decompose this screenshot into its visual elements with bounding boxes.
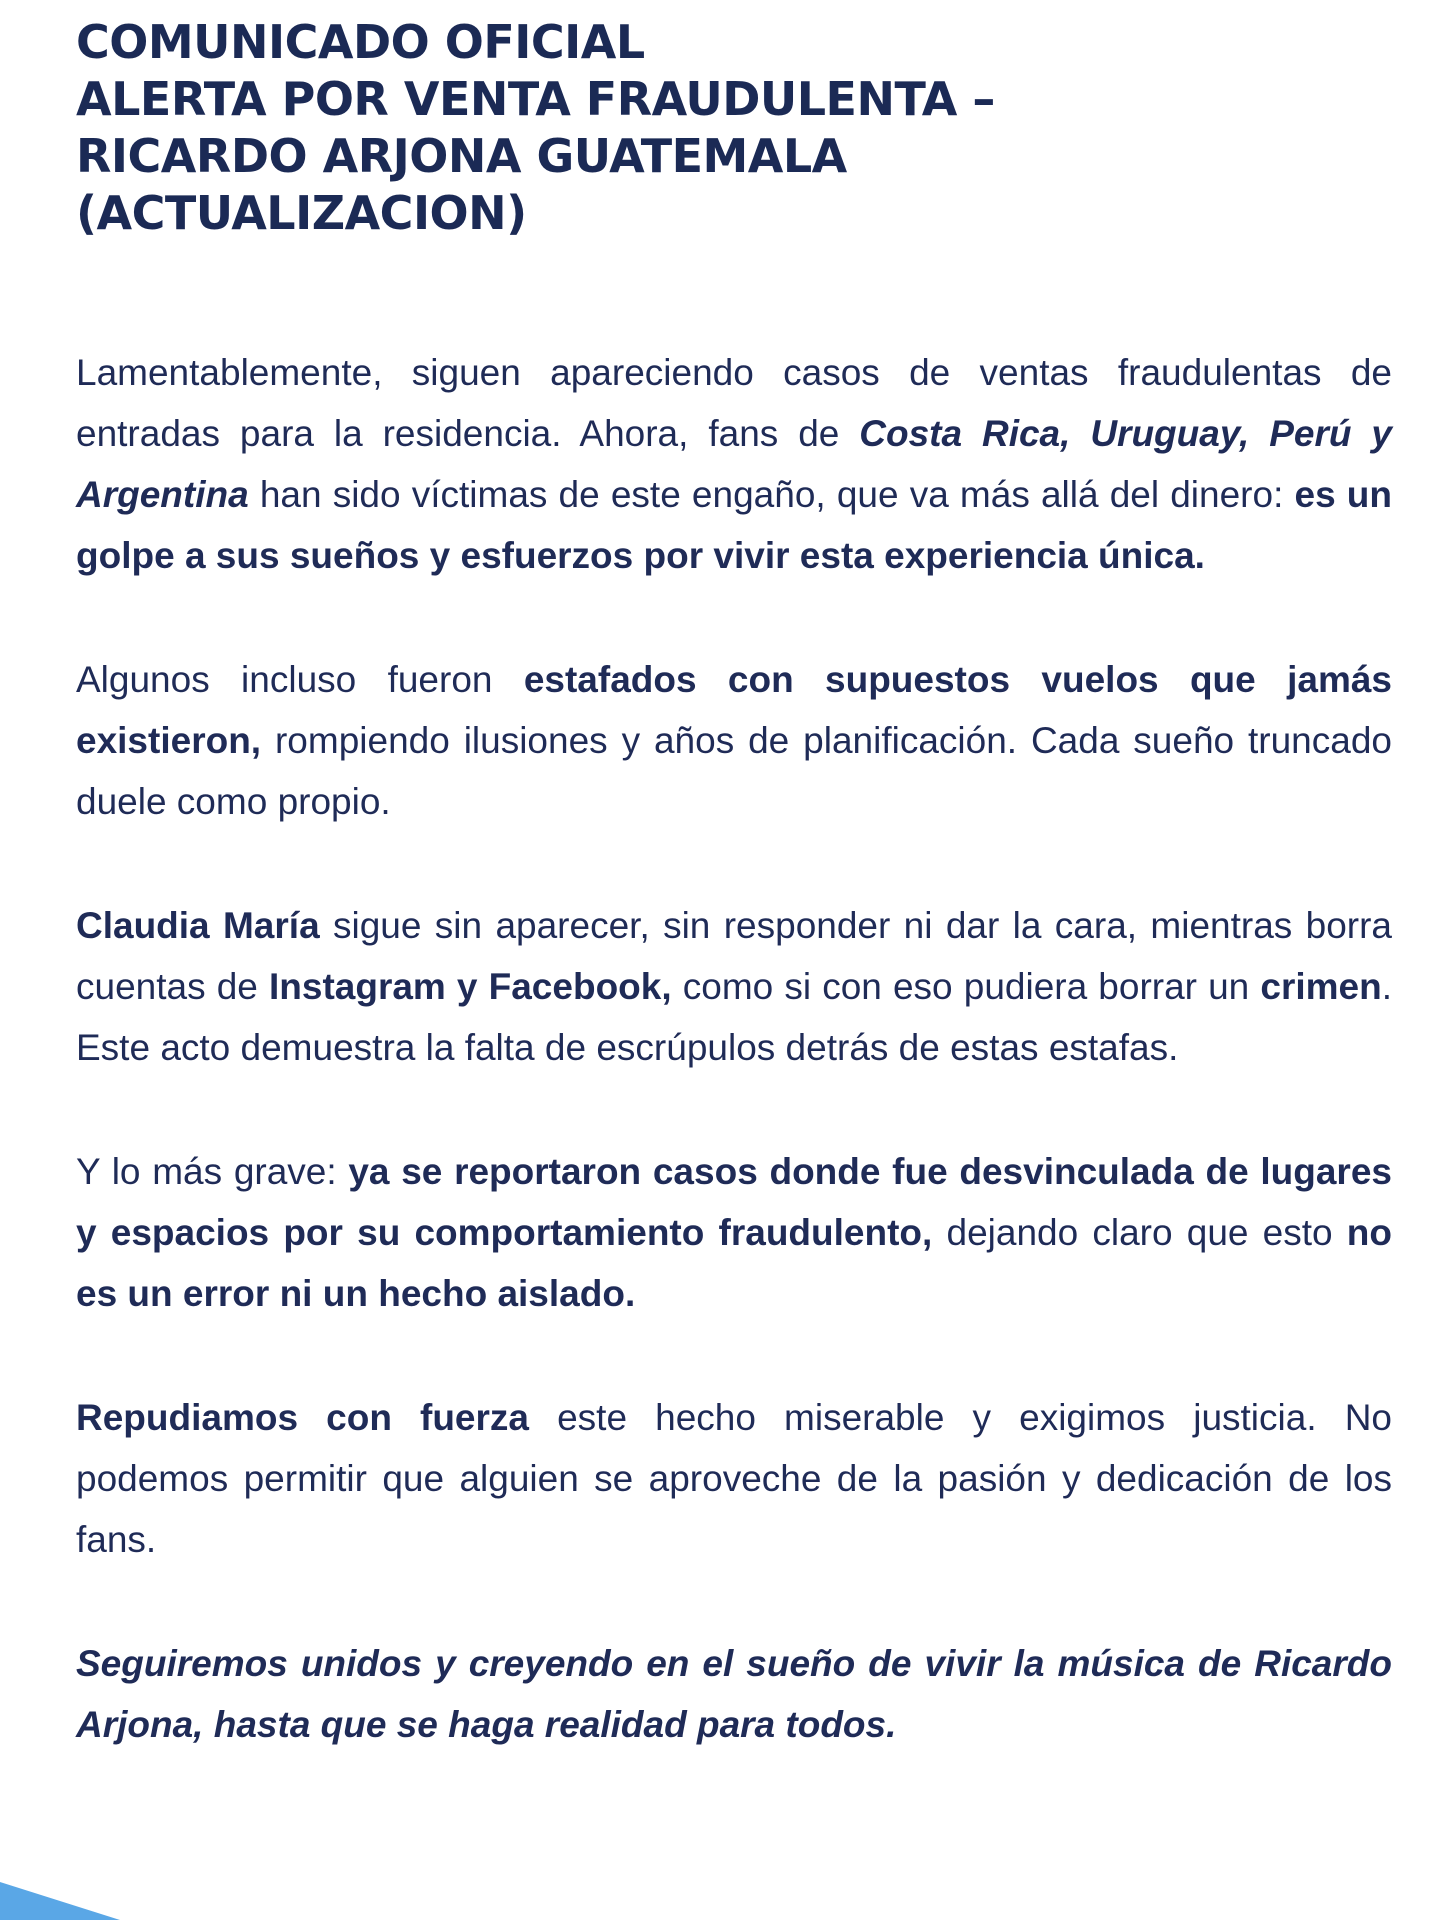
paragraph-2-text-a: Algunos incluso fueron	[76, 659, 524, 700]
paragraph-4-emphasis-a: ya se reportaron casos donde fue desvinculada de lugares y espacios por su comportamiento fraudulento,	[76, 1151, 1392, 1253]
paragraph-4-emphasis-b: no es un error ni un hecho aislado.	[76, 1212, 1392, 1314]
closing-paragraph	[76, 1633, 1392, 1755]
statement-title	[76, 14, 1392, 242]
paragraph-1-emphasis: es un golpe a sus sueños y esfuerzos por vivir esta experiencia única.	[76, 474, 1393, 576]
paragraph-1-text-b: han sido víctimas de este engaño, que va más allá del dinero:	[248, 474, 1295, 515]
statement-body	[76, 342, 1392, 1755]
paragraph-2-text-b: rompiendo ilusiones y años de planificación. Cada sueño truncado duele como propio.	[76, 720, 1392, 822]
paragraph-3-text-c: . Este acto demuestra la falta de escrúpulos detrás de estas estafas.	[76, 966, 1393, 1068]
paragraph-5-text: este hecho miserable y exigimos justicia. No podemos permitir que alguien se aproveche de la pasión y dedicación de los fans.	[76, 1397, 1393, 1560]
paragraph-3-text-a: sigue sin aparecer, sin responder ni dar la cara, mientras borra cuentas de	[76, 905, 1392, 1007]
paragraph-3-crime: crimen	[1260, 966, 1382, 1007]
title-line-2: ALERTA POR VENTA FRAUDULENTA –	[76, 72, 995, 126]
paragraph-2	[76, 649, 1392, 832]
paragraph-2-emphasis: estafados con supuestos vuelos que jamás existieron,	[76, 659, 1392, 761]
paragraph-4	[76, 1141, 1392, 1324]
paragraph-5	[76, 1387, 1392, 1570]
paragraph-3-name: Claudia María	[76, 905, 320, 946]
corner-accent-shape	[0, 1850, 120, 1920]
title-line-1: COMUNICADO OFICIAL	[76, 15, 645, 69]
closing-text: Seguiremos unidos y creyendo en el sueño de vivir la música de Ricardo Arjona, hasta que se haga realidad para todos.	[76, 1643, 1392, 1745]
paragraph-3-text-b: como si con eso pudiera borrar un	[671, 966, 1261, 1007]
paragraph-3-platforms: Instagram y Facebook,	[268, 966, 672, 1007]
statement-document	[76, 14, 1392, 1818]
title-line-3: RICARDO ARJONA GUATEMALA	[76, 129, 847, 183]
paragraph-3	[76, 895, 1392, 1078]
paragraph-4-text-a: Y lo más grave:	[76, 1151, 349, 1192]
paragraph-1-countries: Costa Rica, Uruguay, Perú y Argentina	[76, 413, 1392, 515]
title-line-4: (ACTUALIZACION)	[76, 186, 527, 240]
paragraph-1	[76, 342, 1392, 586]
corner-accent-fill	[0, 1882, 120, 1920]
paragraph-5-emphasis: Repudiamos con fuerza	[76, 1397, 529, 1438]
paragraph-4-text-b: dejando claro que esto	[932, 1212, 1347, 1253]
paragraph-1-text-a: Lamentablemente, siguen apareciendo casos de ventas fraudulentas de entradas para la residencia. Ahora, fans de	[76, 352, 1392, 454]
